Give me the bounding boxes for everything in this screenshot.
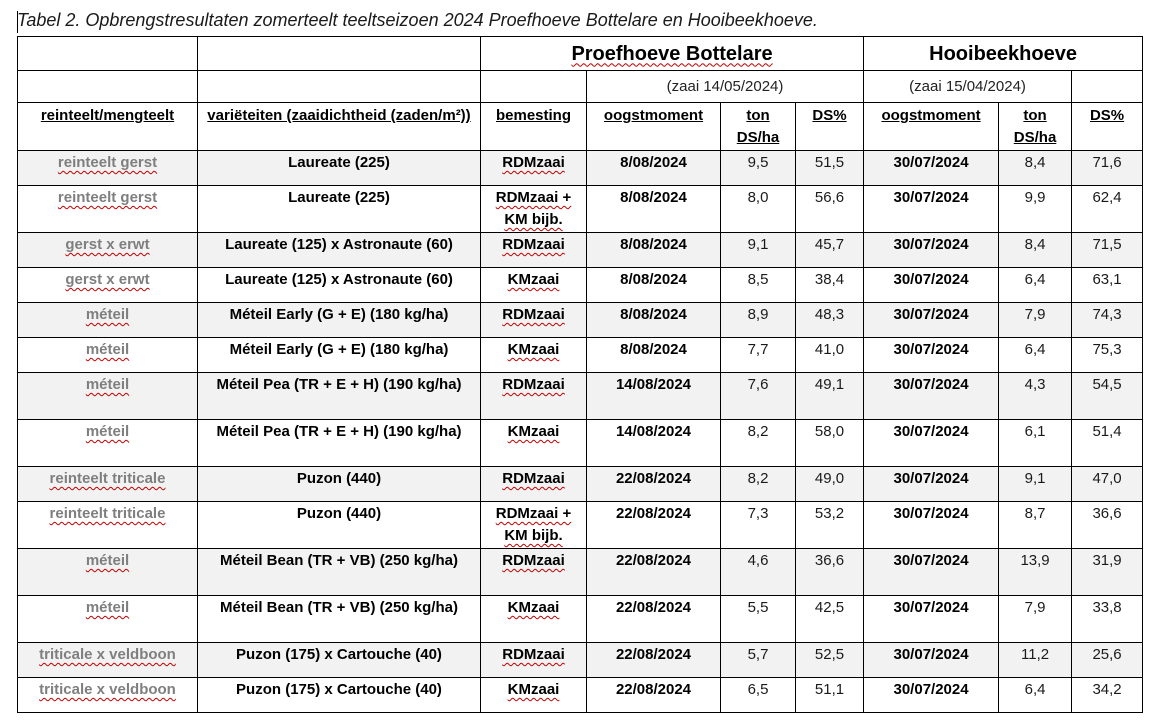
crop-cell: reinteelt gerst <box>18 186 198 233</box>
fertilization-cell: KMzaai <box>481 338 587 373</box>
bottelare-yield-cell: 9,1 <box>721 233 796 268</box>
bottelare-harvest-cell: 22/08/2024 <box>587 643 721 678</box>
table-row <box>18 596 1143 643</box>
variety-cell: Laureate (125) x Astronaute (60) <box>198 233 481 268</box>
bottelare-yield-cell: 7,7 <box>721 338 796 373</box>
crop-cell: triticale x veldboon <box>18 678 198 713</box>
col-header-crop: reinteelt/mengteelt <box>18 103 198 151</box>
bottelare-ds-cell: 58,0 <box>796 420 864 467</box>
hooibeek-ds-cell: 62,4 <box>1072 186 1143 233</box>
yield-results-table <box>17 36 1143 713</box>
hooibeek-yield-cell: 6,4 <box>999 338 1072 373</box>
col-header-fertilization: bemesting <box>481 103 587 151</box>
crop-cell: triticale x veldboon <box>18 643 198 678</box>
variety-cell: Méteil Pea (TR + E + H) (190 kg/ha) <box>198 373 481 420</box>
table-row <box>18 373 1143 420</box>
fertilization-cell: RDMzaai <box>481 151 587 186</box>
hooibeek-yield-cell: 8,7 <box>999 502 1072 549</box>
table-row <box>18 549 1143 596</box>
hooibeek-harvest-cell: 30/07/2024 <box>864 151 999 186</box>
crop-cell: méteil <box>18 596 198 643</box>
fertilization-cell: RDMzaai <box>481 467 587 502</box>
hooibeek-yield-cell: 9,9 <box>999 186 1072 233</box>
fertilization-cell: KMzaai <box>481 420 587 467</box>
hooibeek-harvest-cell: 30/07/2024 <box>864 467 999 502</box>
hooibeek-ds-cell: 71,6 <box>1072 151 1143 186</box>
hooibeek-harvest-cell: 30/07/2024 <box>864 303 999 338</box>
bottelare-ds-cell: 36,6 <box>796 549 864 596</box>
bottelare-yield-cell: 8,5 <box>721 268 796 303</box>
crop-cell: méteil <box>18 420 198 467</box>
empty-cell <box>18 37 198 71</box>
bottelare-ds-cell: 53,2 <box>796 502 864 549</box>
variety-cell: Puzon (440) <box>198 502 481 549</box>
table-row <box>18 420 1143 467</box>
hooibeek-harvest-cell: 30/07/2024 <box>864 502 999 549</box>
bottelare-ds-cell: 49,0 <box>796 467 864 502</box>
bottelare-ds-cell: 51,5 <box>796 151 864 186</box>
bottelare-ds-cell: 41,0 <box>796 338 864 373</box>
hooibeek-ds-cell: 75,3 <box>1072 338 1143 373</box>
variety-cell: Laureate (225) <box>198 151 481 186</box>
hooibeek-harvest-cell: 30/07/2024 <box>864 373 999 420</box>
table-row <box>18 151 1143 186</box>
hooibeek-yield-cell: 13,9 <box>999 549 1072 596</box>
hooibeek-yield-cell: 6,4 <box>999 678 1072 713</box>
hooibeek-ds-cell: 71,5 <box>1072 233 1143 268</box>
hooibeek-ds-cell: 63,1 <box>1072 268 1143 303</box>
hooibeek-yield-cell: 7,9 <box>999 596 1072 643</box>
site-header-row <box>18 37 1143 71</box>
empty-cell <box>198 37 481 71</box>
hooibeek-harvest-cell: 30/07/2024 <box>864 186 999 233</box>
empty-cell <box>1072 71 1143 103</box>
variety-cell: Puzon (175) x Cartouche (40) <box>198 643 481 678</box>
hooibeek-ds-cell: 31,9 <box>1072 549 1143 596</box>
variety-cell: Méteil Early (G + E) (180 kg/ha) <box>198 303 481 338</box>
hooibeek-yield-cell: 6,1 <box>999 420 1072 467</box>
bottelare-yield-cell: 8,2 <box>721 420 796 467</box>
hooibeek-ds-cell: 33,8 <box>1072 596 1143 643</box>
bottelare-yield-cell: 9,5 <box>721 151 796 186</box>
table-row <box>18 338 1143 373</box>
bottelare-ds-cell: 51,1 <box>796 678 864 713</box>
bottelare-yield-cell: 8,9 <box>721 303 796 338</box>
bottelare-harvest-cell: 8/08/2024 <box>587 233 721 268</box>
hooibeek-harvest-cell: 30/07/2024 <box>864 596 999 643</box>
fertilization-cell: RDMzaai + KM bijb. <box>481 186 587 233</box>
col-header-hooibeek-yield: ton DS/ha <box>999 103 1072 151</box>
bottelare-ds-cell: 42,5 <box>796 596 864 643</box>
variety-cell: Méteil Early (G + E) (180 kg/ha) <box>198 338 481 373</box>
bottelare-yield-cell: 5,7 <box>721 643 796 678</box>
table-row <box>18 233 1143 268</box>
bottelare-yield-cell: 8,2 <box>721 467 796 502</box>
bottelare-yield-cell: 7,3 <box>721 502 796 549</box>
crop-cell: méteil <box>18 303 198 338</box>
hooibeek-ds-cell: 54,5 <box>1072 373 1143 420</box>
hooibeek-ds-cell: 36,6 <box>1072 502 1143 549</box>
col-header-hooibeek-ds: DS% <box>1072 103 1143 151</box>
bottelare-ds-cell: 52,5 <box>796 643 864 678</box>
hooibeek-yield-cell: 8,4 <box>999 151 1072 186</box>
empty-cell <box>18 71 198 103</box>
hooibeek-ds-cell: 47,0 <box>1072 467 1143 502</box>
bottelare-harvest-cell: 22/08/2024 <box>587 596 721 643</box>
variety-cell: Méteil Pea (TR + E + H) (190 kg/ha) <box>198 420 481 467</box>
variety-cell: Laureate (225) <box>198 186 481 233</box>
fertilization-cell: KMzaai <box>481 596 587 643</box>
bottelare-yield-cell: 5,5 <box>721 596 796 643</box>
hooibeek-yield-cell: 9,1 <box>999 467 1072 502</box>
variety-cell: Méteil Bean (TR + VB) (250 kg/ha) <box>198 549 481 596</box>
fertilization-cell: KMzaai <box>481 268 587 303</box>
fertilization-cell: RDMzaai <box>481 233 587 268</box>
crop-cell: reinteelt triticale <box>18 467 198 502</box>
crop-cell: méteil <box>18 373 198 420</box>
table-row <box>18 303 1143 338</box>
hooibeek-ds-cell: 34,2 <box>1072 678 1143 713</box>
col-header-bottelare-harvest: oogstmoment <box>587 103 721 151</box>
table-row <box>18 186 1143 233</box>
bottelare-harvest-cell: 8/08/2024 <box>587 303 721 338</box>
bottelare-harvest-cell: 22/08/2024 <box>587 678 721 713</box>
empty-cell <box>198 71 481 103</box>
table-row <box>18 678 1143 713</box>
fertilization-cell: RDMzaai <box>481 303 587 338</box>
hooibeek-yield-cell: 7,9 <box>999 303 1072 338</box>
hooibeek-ds-cell: 25,6 <box>1072 643 1143 678</box>
bottelare-harvest-cell: 22/08/2024 <box>587 549 721 596</box>
hooibeek-sowing-date: (zaai 15/04/2024) <box>864 71 1072 103</box>
col-header-hooibeek-harvest: oogstmoment <box>864 103 999 151</box>
site-hooibeek-title: Hooibeekhoeve <box>864 37 1143 71</box>
hooibeek-yield-cell: 4,3 <box>999 373 1072 420</box>
column-header-row <box>18 103 1143 151</box>
bottelare-sowing-date: (zaai 14/05/2024) <box>587 71 864 103</box>
hooibeek-harvest-cell: 30/07/2024 <box>864 338 999 373</box>
bottelare-ds-cell: 38,4 <box>796 268 864 303</box>
hooibeek-yield-cell: 6,4 <box>999 268 1072 303</box>
bottelare-ds-cell: 49,1 <box>796 373 864 420</box>
sowing-date-row <box>18 71 1143 103</box>
table-row <box>18 502 1143 549</box>
fertilization-cell: RDMzaai <box>481 549 587 596</box>
bottelare-ds-cell: 45,7 <box>796 233 864 268</box>
col-header-variety: variëteiten (zaaidichtheid (zaden/m²)) <box>198 103 481 151</box>
bottelare-harvest-cell: 8/08/2024 <box>587 151 721 186</box>
variety-cell: Puzon (175) x Cartouche (40) <box>198 678 481 713</box>
table-row <box>18 268 1143 303</box>
bottelare-harvest-cell: 8/08/2024 <box>587 338 721 373</box>
bottelare-harvest-cell: 14/08/2024 <box>587 420 721 467</box>
fertilization-cell: RDMzaai <box>481 373 587 420</box>
hooibeek-ds-cell: 74,3 <box>1072 303 1143 338</box>
crop-cell: méteil <box>18 338 198 373</box>
crop-cell: reinteelt gerst <box>18 151 198 186</box>
col-header-bottelare-ds: DS% <box>796 103 864 151</box>
hooibeek-yield-cell: 11,2 <box>999 643 1072 678</box>
hooibeek-harvest-cell: 30/07/2024 <box>864 420 999 467</box>
hooibeek-harvest-cell: 30/07/2024 <box>864 678 999 713</box>
hooibeek-harvest-cell: 30/07/2024 <box>864 549 999 596</box>
hooibeek-harvest-cell: 30/07/2024 <box>864 643 999 678</box>
empty-cell <box>481 71 587 103</box>
bottelare-yield-cell: 8,0 <box>721 186 796 233</box>
table-caption: Tabel 2. Opbrengstresultaten zomerteelt teeltseizoen 2024 Proefhoeve Bottelare en Hooibeekhoeve. <box>17 10 818 30</box>
bottelare-yield-cell: 7,6 <box>721 373 796 420</box>
crop-cell: reinteelt triticale <box>18 502 198 549</box>
hooibeek-harvest-cell: 30/07/2024 <box>864 233 999 268</box>
table-row <box>18 643 1143 678</box>
crop-cell: méteil <box>18 549 198 596</box>
site-bottelare-title: Proefhoeve Bottelare <box>481 37 864 71</box>
bottelare-yield-cell: 6,5 <box>721 678 796 713</box>
fertilization-cell: RDMzaai + KM bijb. <box>481 502 587 549</box>
bottelare-ds-cell: 48,3 <box>796 303 864 338</box>
crop-cell: gerst x erwt <box>18 233 198 268</box>
bottelare-harvest-cell: 22/08/2024 <box>587 502 721 549</box>
crop-cell: gerst x erwt <box>18 268 198 303</box>
fertilization-cell: KMzaai <box>481 678 587 713</box>
hooibeek-ds-cell: 51,4 <box>1072 420 1143 467</box>
hooibeek-yield-cell: 8,4 <box>999 233 1072 268</box>
variety-cell: Puzon (440) <box>198 467 481 502</box>
fertilization-cell: RDMzaai <box>481 643 587 678</box>
bottelare-harvest-cell: 8/08/2024 <box>587 268 721 303</box>
bottelare-harvest-cell: 8/08/2024 <box>587 186 721 233</box>
variety-cell: Méteil Bean (TR + VB) (250 kg/ha) <box>198 596 481 643</box>
bottelare-yield-cell: 4,6 <box>721 549 796 596</box>
hooibeek-harvest-cell: 30/07/2024 <box>864 268 999 303</box>
bottelare-harvest-cell: 22/08/2024 <box>587 467 721 502</box>
table-row <box>18 467 1143 502</box>
col-header-bottelare-yield: ton DS/ha <box>721 103 796 151</box>
variety-cell: Laureate (125) x Astronaute (60) <box>198 268 481 303</box>
bottelare-harvest-cell: 14/08/2024 <box>587 373 721 420</box>
bottelare-ds-cell: 56,6 <box>796 186 864 233</box>
